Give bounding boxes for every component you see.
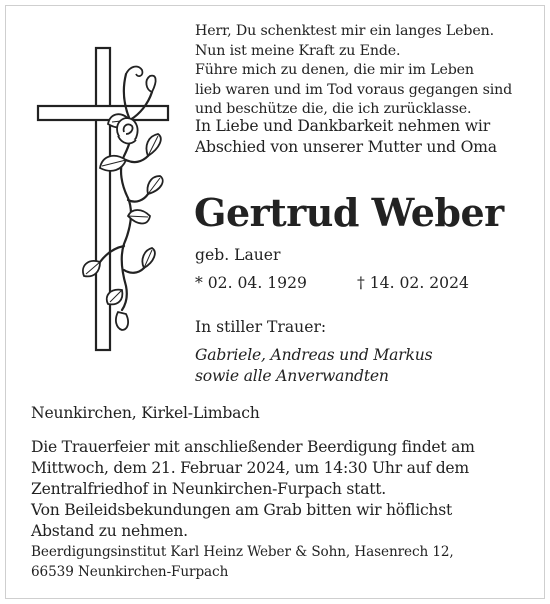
funeral-line: Die Trauerfeier mit anschließender Beerdigung findet am	[31, 438, 475, 456]
location: Neunkirchen, Kirkel-Limbach	[31, 404, 260, 422]
funeral-line: Mittwoch, dem 21. Februar 2024, um 14:30 Uhr auf dem	[31, 459, 469, 477]
funeral-line: Von Beileidsbekundungen am Grab bitten wir höflichst	[31, 501, 452, 519]
mourners-list	[195, 345, 432, 387]
funeral-details	[31, 437, 531, 542]
funeral-line: Abstand zu nehmen.	[31, 522, 188, 540]
funeral-line: Zentralfriedhof in Neunkirchen-Furpach statt.	[31, 480, 386, 498]
intro-line: In Liebe und Dankbarkeit nehmen wir	[195, 117, 490, 135]
deceased-name: Gertrud Weber	[194, 190, 504, 235]
maiden-name: geb. Lauer	[195, 246, 281, 264]
undertaker-info	[31, 543, 531, 582]
death-date: † 14. 02. 2024	[357, 274, 469, 292]
mourners-line: sowie alle Anverwandten	[195, 367, 389, 385]
poem-line: Herr, Du schenktest mir ein langes Leben.	[195, 23, 494, 39]
intro-line: Abschied von unserer Mutter und Oma	[195, 138, 497, 156]
undertaker-line: 66539 Neunkirchen-Furpach	[31, 563, 229, 580]
cross-with-rose-icon	[30, 40, 180, 374]
mourners-line: Gabriele, Andreas und Markus	[195, 346, 433, 364]
poem-line: Führe mich zu denen, die mir im Leben	[195, 62, 474, 79]
undertaker-line: Beerdigungsinstitut Karl Heinz Weber & Sohn, Hasenrech 12,	[31, 544, 454, 560]
mourning-heading: In stiller Trauer:	[195, 318, 327, 336]
poem-line: lieb waren und im Tod voraus gegangen sind	[195, 81, 513, 98]
poem-line: Nun ist meine Kraft zu Ende.	[195, 42, 401, 59]
farewell-intro	[195, 116, 535, 158]
birth-date: * 02. 04. 1929	[195, 274, 307, 292]
poem	[195, 22, 535, 120]
poem-line: und beschütze die, die ich zurücklasse.	[195, 101, 472, 118]
